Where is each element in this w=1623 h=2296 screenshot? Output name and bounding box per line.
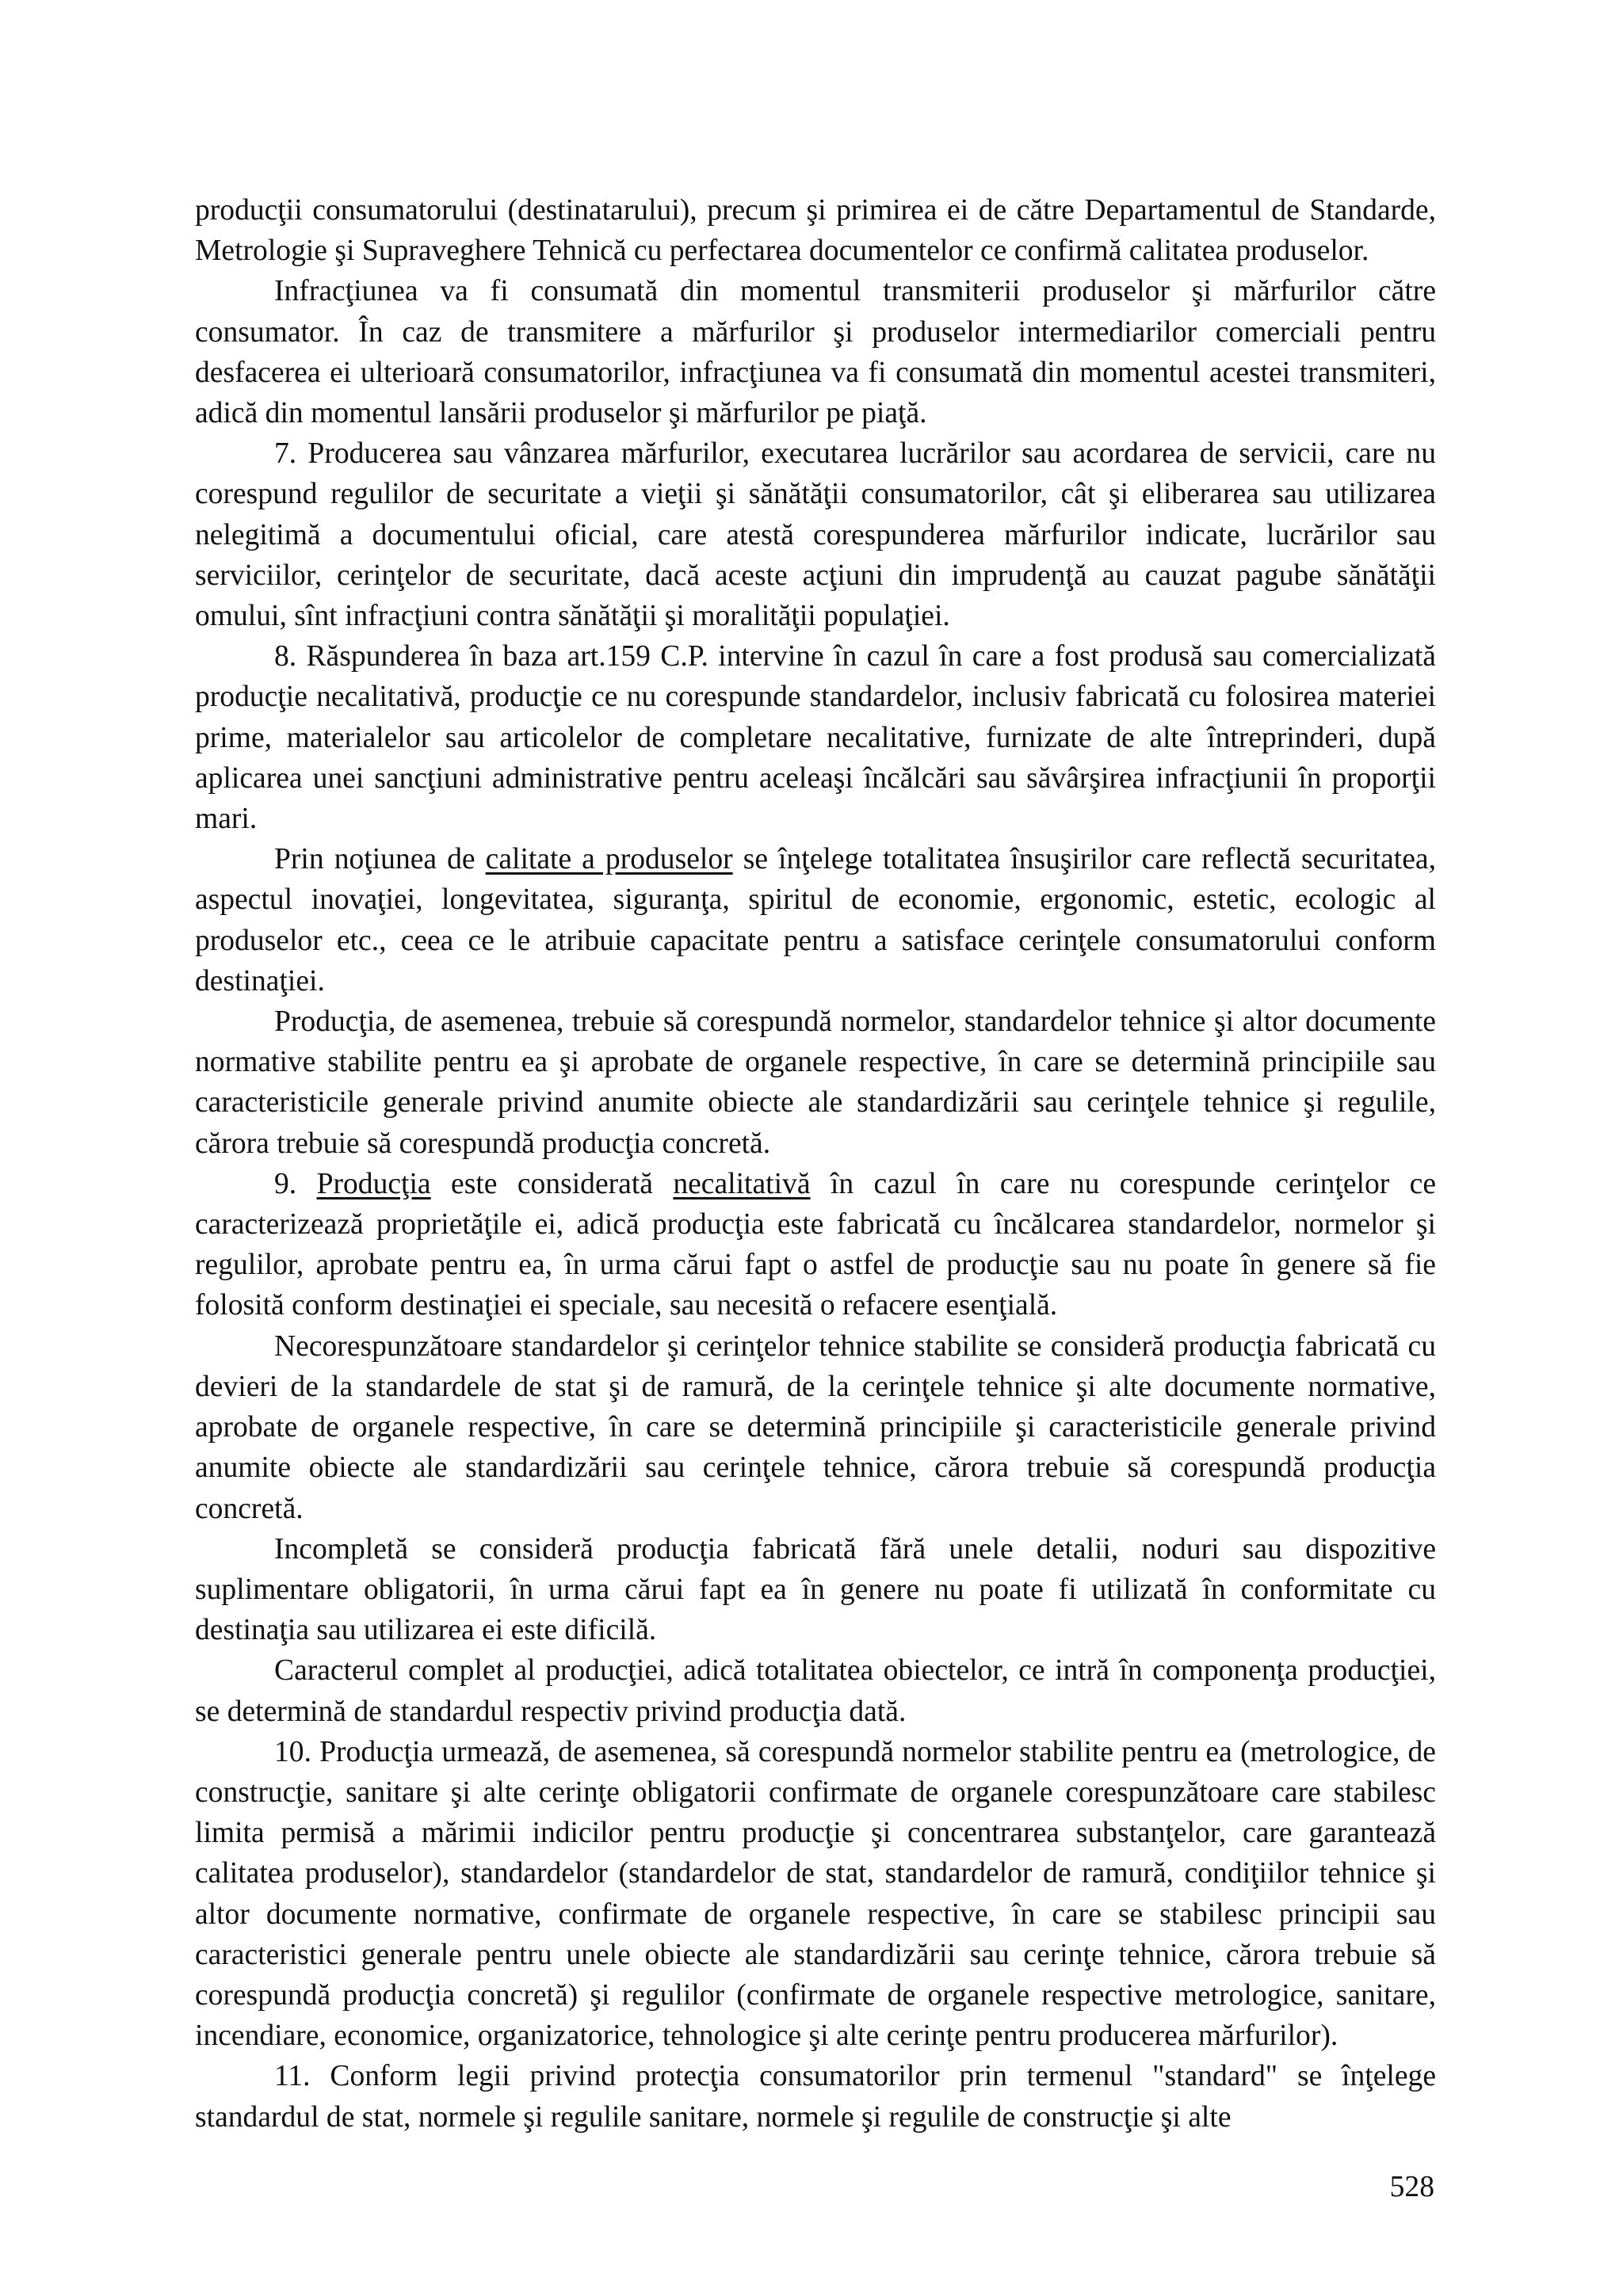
paragraph-point-9 xyxy=(195,1164,1436,1326)
text-segment: se înţelege totalitatea însuşirilor care reflectă securitatea, aspectul inovaţiei, longevitatea, siguranţa, spiritul de economie, ergonomic, estetic, ecologic al produselor etc., ceea ce le atribuie capacitate pentru a satisface cerinţele consumatorului conform destinaţiei. xyxy=(195,843,1436,997)
paragraph-continuation: producţii consumatorului (destinatarului), precum şi primirea ei de către Departamentul de Standarde, Metrologie şi Supraveghere Tehnică cu perfectarea documentelor ce confirmă calitatea produselor. xyxy=(195,194,1436,268)
paragraph-completeness: Caracterul complet al producţiei, adică totalitatea obiectelor, ce intră în componenţa producţiei, se determină de standardul respectiv privind producţia dată. xyxy=(195,1654,1436,1728)
paragraph-point-10: 10. Producţia urmează, de asemenea, să corespundă normelor stabilite pentru ea (metrologice, de construcţie, sanitare şi alte cerinţe obligatorii confirmate de organele corespunzătoare care stabilesc limita permisă a mărimii indicilor pentru producţie şi concentrarea substanţelor, care garantează calitatea produselor), standardelor (standardelor de stat, standardelor de ramură, condiţiilor tehnice şi altor documente normative, confirmate de organele respective, în care se stabilesc principii sau caracteristici generale pentru unele obiecte ale standardizării sau cerinţe tehnice, cărora trebuie să corespundă producţia concretă) şi regulilor (confirmate de organele respective metrologice, sanitare, incendiare, economice, organizatorice, tehnologice şi alte cerinţe pentru producerea mărfurilor). xyxy=(195,1735,1436,2053)
paragraph-point-8: 8. Răspunderea în baza art.159 C.P. intervine în cazul în care a fost produsă sau comercializată producţie necalitativă, producţie ce nu corespunde standardelor, inclusiv fabricată cu folosirea materiei prime, materialelor sau articolelor de completare necalitative, furnizate de alte întreprinderi, după aplicarea unei sancţiuni administrative pentru aceleaşi încălcări sau săvârşirea infracţiunii în proporţii mari. xyxy=(195,640,1436,836)
paragraph-point-7: 7. Producerea sau vânzarea mărfurilor, executarea lucrărilor sau acordarea de servicii, care nu corespund regulilor de securitate a vieţii şi sănătăţii consumatorilor, cât şi eliberarea sau utilizarea nelegitimă a documentului oficial, care atestă corespunderea mărfurilor indicate, lucrărilor sau serviciilor, cerinţelor de securitate, dacă aceste acţiuni din imprudenţă au cauzat pagube sănătăţii omului, sînt infracţiuni contra sănătăţii şi moralităţii populaţiei. xyxy=(195,437,1436,633)
paragraph-nonconforming: Necorespunzătoare standardelor şi cerinţelor tehnice stabilite se consideră producţia fabricată cu devieri de la standardele de stat şi de ramură, de la cerinţele tehnice şi alte documente normative, aprobate de organele respective, în care se determină principiile şi caracteristicile generale privind anumite obiecte ale standardizării sau cerinţele tehnice, cărora trebuie să corespundă producţia concretă. xyxy=(195,1329,1436,1525)
paragraph-product-quality-definition xyxy=(195,839,1436,1001)
underlined-term-production: Producţia xyxy=(316,1167,431,1200)
text-segment: este considerată xyxy=(430,1167,674,1200)
document-body xyxy=(195,190,1436,2138)
underlined-term-product-quality: calitate a produselor xyxy=(485,843,733,876)
underlined-term-non-quality: necalitativă xyxy=(673,1167,811,1200)
text-segment: Prin noţiunea de xyxy=(274,843,486,876)
text-segment: în cazul în care nu corespunde cerinţelor ce caracterizează proprietăţile ei, adică producţia este fabricată cu încălcarea standardelor, normelor şi regulilor, aprobate pentru ea, în urma cărui fapt o astfel de producţie sau nu poate în genere să fie folosită conform destinaţiei ei speciale, sau necesită o refacere esenţială. xyxy=(195,1167,1437,1322)
paragraph-point-11: 11. Conform legii privind protecţia consumatorilor prin termenul "standard" se înţelege standardul de stat, normele şi regulile sanitare, normele şi regulile de construcţie şi alte xyxy=(195,2060,1436,2134)
paragraph-production-norms: Producţia, de asemenea, trebuie să corespundă normelor, standardelor tehnice şi altor documente normative stabilite pentru ea şi aprobate de organele respective, în care se determină principiile sau caracteristicile generale privind anumite obiecte ale standardizării sau cerinţele tehnice şi regulile, cărora trebuie să corespundă producţia concretă. xyxy=(195,1005,1436,1160)
page-number: 528 xyxy=(1389,2171,1434,2203)
text-segment: 9. xyxy=(274,1167,317,1200)
paragraph-offense-consummation: Infracţiunea va fi consumată din momentul transmiterii produselor şi mărfurilor către consumator. În caz de transmitere a mărfurilor şi produselor intermediarilor comerciali pentru desfacerea ei ulterioară consumatorilor, infracţiunea va fi consumată din momentul acestei transmiteri, adică din momentul lansării produselor şi mărfurilor pe piaţă. xyxy=(195,275,1436,430)
paragraph-incomplete: Incompletă se consideră producţia fabricată fără unele detalii, noduri sau dispozitive suplimentare obligatorii, în urma cărui fapt ea în genere nu poate fi utilizată în conformitate cu destinaţia sau utilizarea ei este dificilă. xyxy=(195,1532,1436,1647)
